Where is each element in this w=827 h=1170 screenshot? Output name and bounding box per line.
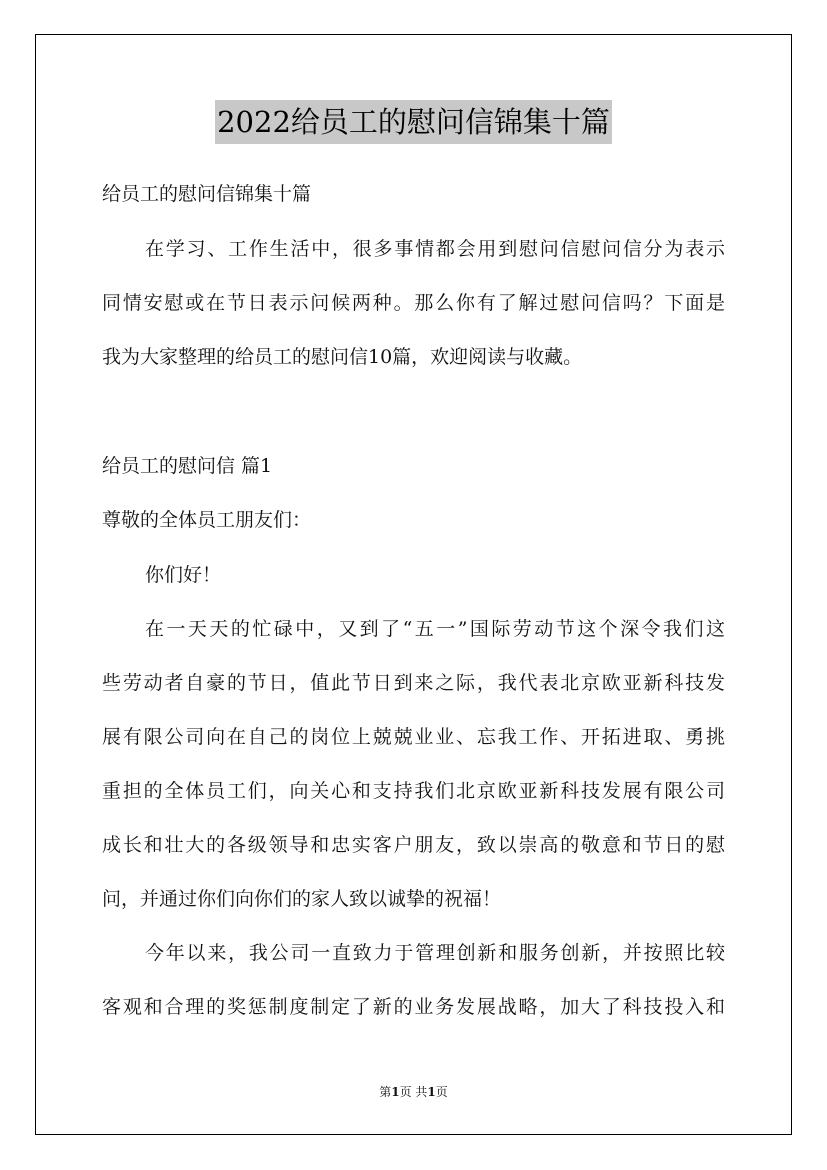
paragraph-line: 重担的全体员工们，向关心和支持我们北京欧亚新科技发展有限公司 bbox=[102, 780, 725, 802]
paragraph-line: 在学习、工作生活中，很多事情都会用到慰问信慰问信分为表示 bbox=[145, 238, 725, 260]
footer-prefix: 第 bbox=[379, 1085, 392, 1099]
paragraph-line: 同情安慰或在节日表示问候两种。那么你有了解过慰问信吗？下面是 bbox=[102, 292, 725, 314]
title-container bbox=[0, 100, 827, 144]
paragraph-line: 展有限公司向在自己的岗位上兢兢业业、忘我工作、开拓进取、勇挑 bbox=[102, 726, 725, 748]
document-title: 2022给员工的慰问信锦集十篇 bbox=[215, 100, 612, 144]
paragraph-line: 我为大家整理的给员工的慰问信10篇，欢迎阅读与收藏。 bbox=[102, 346, 583, 368]
paragraph-line: 些劳动者自豪的节日，值此节日到来之际，我代表北京欧亚新科技发 bbox=[102, 672, 725, 694]
paragraph-line: 客观和合理的奖惩制度制定了新的业务发展战略，加大了科技投入和 bbox=[102, 996, 725, 1018]
paragraph-line: 在一天天的忙碌中，又到了“五一”国际劳动节这个深令我们这 bbox=[145, 618, 725, 640]
paragraph-line: 成长和壮大的各级领导和忠实客户朋友，致以崇高的敬意和节日的慰 bbox=[102, 834, 725, 856]
salutation-line: 尊敬的全体员工朋友们： bbox=[102, 509, 312, 531]
greeting-line: 你们好！ bbox=[145, 564, 222, 586]
page-footer bbox=[0, 1084, 827, 1100]
subtitle-line: 给员工的慰问信锦集十篇 bbox=[102, 183, 312, 205]
section-heading: 给员工的慰问信 篇1 bbox=[102, 455, 273, 477]
paragraph-line: 今年以来，我公司一直致力于管理创新和服务创新，并按照比较 bbox=[145, 942, 725, 964]
footer-middle: 页 共 bbox=[399, 1085, 428, 1099]
paragraph-line: 问，并通过你们向你们的家人致以诚挚的祝福！ bbox=[102, 888, 502, 910]
footer-page-number: 1 bbox=[391, 1085, 400, 1099]
footer-suffix: 页 bbox=[435, 1085, 448, 1099]
footer-total-pages: 1 bbox=[427, 1085, 436, 1099]
